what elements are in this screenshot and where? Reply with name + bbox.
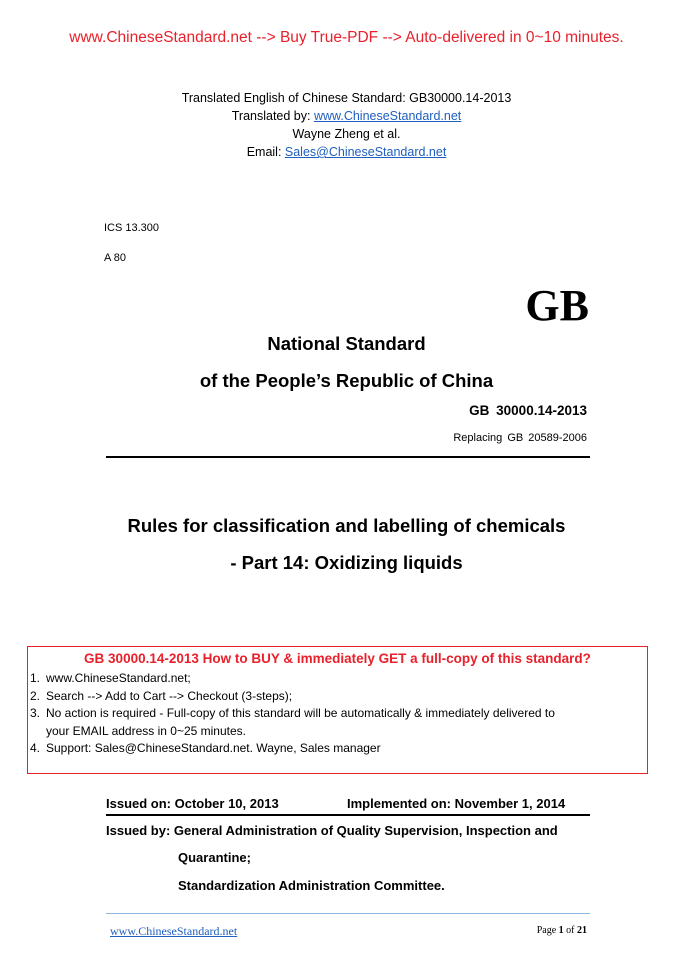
list-text: No action is required - Full-copy of this standard will be automatically & immediately delivered to — [46, 706, 555, 720]
page-of: of — [566, 925, 575, 936]
footer-divider — [106, 913, 590, 914]
list-text: Support: Sales@ChineseStandard.net. Wayne, Sales manager — [46, 741, 381, 755]
list-item — [30, 670, 555, 688]
translated-by — [0, 107, 693, 126]
email-label: Email: — [246, 145, 285, 159]
list-item — [30, 740, 555, 758]
issued-by-line1: Issued by: General Administration of Quality Supervision, Inspection and — [106, 823, 558, 838]
implemented-date: Implemented on: November 1, 2014 — [347, 796, 566, 811]
list-number: 1. — [30, 671, 41, 685]
gb-logo: GB — [525, 281, 589, 330]
national-standard-subtitle: of the People’s Republic of China — [199, 370, 494, 391]
header-divider — [106, 456, 590, 458]
dates-divider — [106, 814, 590, 816]
page-label: Page — [536, 925, 557, 936]
page-total: 21 — [577, 925, 587, 936]
list-text: Search --> Add to Cart --> Checkout (3-steps); — [46, 688, 293, 703]
translated-by-label: Translated by: — [231, 109, 314, 123]
issued-by-line3: Standardization Administration Committee. — [178, 878, 445, 893]
issued-by-line2: Quarantine; — [178, 850, 251, 865]
buy-steps-list — [30, 670, 555, 758]
page-number — [537, 925, 587, 936]
list-item-continuation: your EMAIL address in 0~25 minutes. — [46, 723, 246, 738]
list-item — [30, 688, 555, 706]
list-number: 2. — [30, 688, 41, 703]
list-number: 3. — [30, 706, 41, 720]
list-number: 4. — [30, 741, 41, 755]
buy-info-box — [27, 646, 648, 774]
category-code: A 80 — [104, 252, 127, 264]
top-banner[interactable]: www.ChineseStandard.net --> Buy True-PDF --> Auto-delivered in 0~10 minutes. — [69, 29, 624, 46]
national-standard-title: National Standard — [267, 333, 426, 354]
issued-date: Issued on: October 10, 2013 — [106, 796, 279, 811]
list-text[interactable]: www.ChineseStandard.net; — [46, 671, 191, 685]
document-subtitle: - Part 14: Oxidizing liquids — [230, 552, 463, 573]
list-item — [30, 705, 555, 723]
email-line — [0, 143, 693, 162]
standard-code: GB 30000.14-2013 — [469, 403, 587, 418]
translated-by-link[interactable]: www.ChineseStandard.net — [313, 109, 462, 123]
ics-code: ICS 13.300 — [104, 222, 160, 234]
document-title: Rules for classification and labelling of chemicals — [127, 515, 566, 536]
replacing-code: Replacing GB 20589-2006 — [453, 432, 587, 444]
buy-heading: GB 30000.14-2013 How to BUY & immediately GET a full-copy of this standard? — [84, 651, 591, 666]
footer-link[interactable]: www.ChineseStandard.net — [110, 924, 238, 938]
translators: Wayne Zheng et al. — [292, 127, 401, 141]
translation-line: Translated English of Chinese Standard: GB30000.14-2013 — [181, 91, 512, 105]
email-link[interactable]: Sales@ChineseStandard.net — [284, 145, 447, 159]
page-current: 1 — [558, 925, 564, 936]
